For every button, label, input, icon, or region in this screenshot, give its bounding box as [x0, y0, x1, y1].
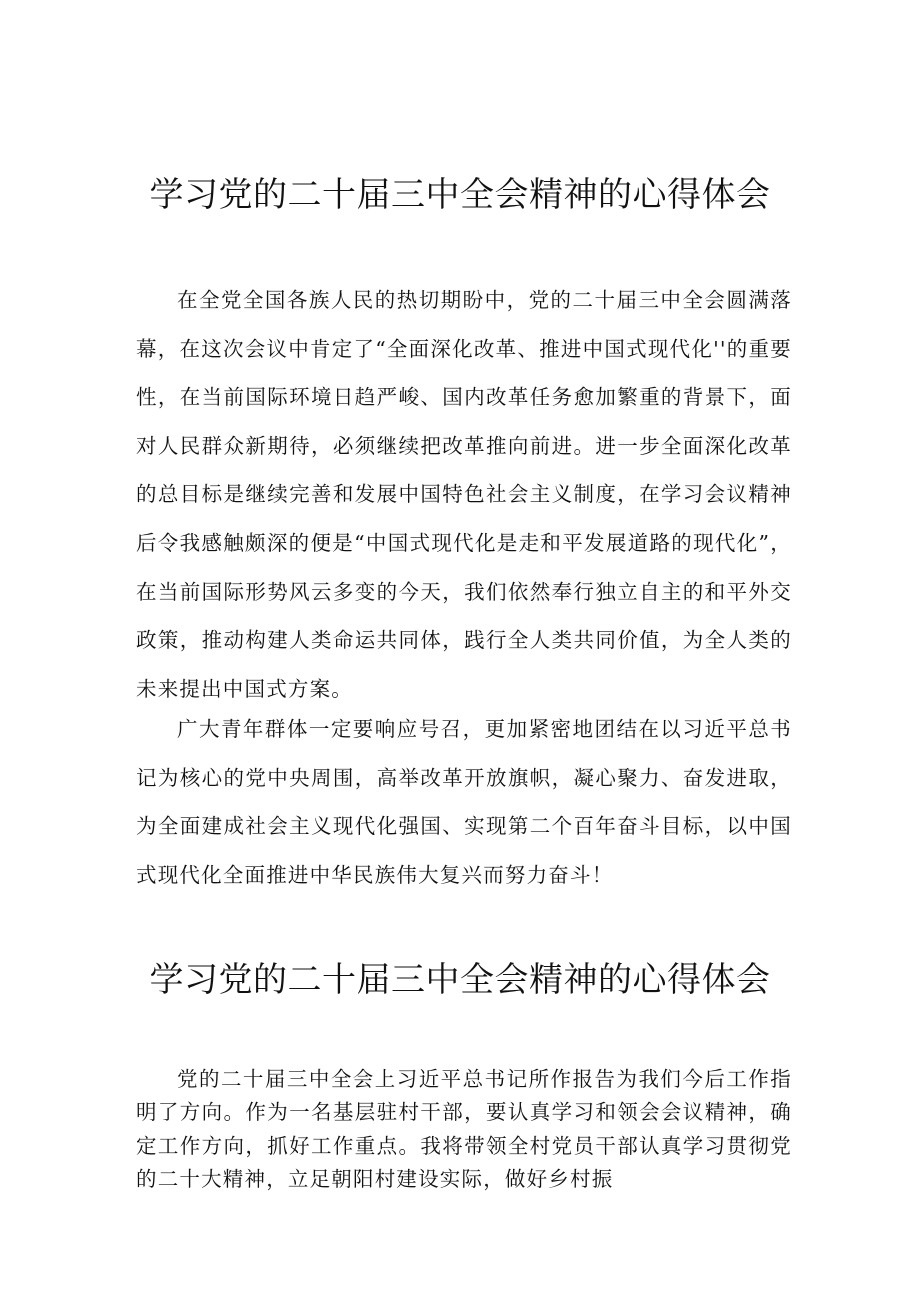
section-1-paragraph-1: 在全党全国各族人民的热切期盼中，党的二十届三中全会圆满落幕，在这次会议中肯定了“全面深化改革、推进中国式现代化''的重要性，在当前国际环境日趋严峻、国内改革任务愈加繁重的背景下，面对人民群众新期待，必须继续把改革推向前进。进一步全面深化改革的总目标是继续完善和发展中国特色社会主义制度，在学习会议精神后令我感触颇深的便是“中国式现代化是走和平发展道路的现代化”，在当前国际形势风云多变的今天，我们依然奉行独立自主的和平外交政策，推动构建人类命运共同体，践行全人类共同价值，为全人类的未来提出中国式方案。 — [136, 288, 792, 701]
section-1-title: 学习党的二十届三中全会精神的心得体会 — [149, 175, 771, 215]
section-2-paragraph-1: 党的二十届三中全会上习近平总书记所作报告为我们今后工作指明了方向。作为一名基层驻村干部，要认真学习和领会会议精神，确定工作方向，抓好工作重点。我将带领全村党员干部认真学习贯彻党的二十大精神，立足朝阳村建设实际，做好乡村振 — [136, 1067, 792, 1191]
section-1-paragraph-2: 广大青年群体一定要响应号召，更加紧密地团结在以习近平总书记为核心的党中央周围，高举改革开放旗帜，凝心聚力、奋发进取，为全面建成社会主义现代化强国、实现第二个百年奋斗目标，以中国式现代化全面推进中华民族伟大复兴而努力奋斗！ — [136, 717, 792, 887]
section-2-title: 学习党的二十届三中全会精神的心得体会 — [149, 960, 771, 1000]
